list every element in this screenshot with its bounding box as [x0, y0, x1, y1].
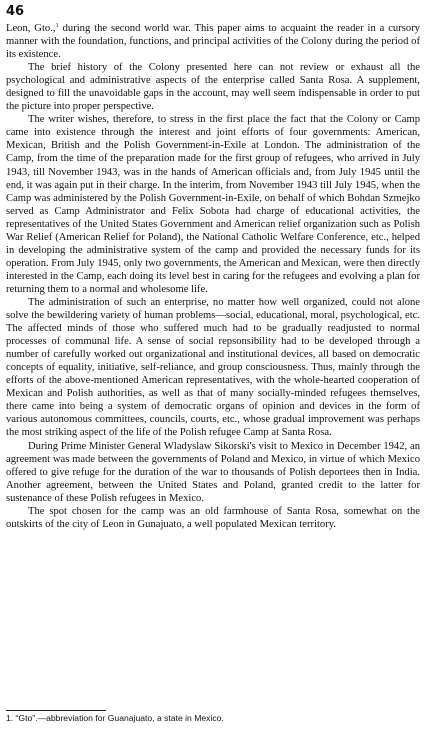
paragraph-4: The administration of such an enterprise, no matter how well organized, could not alone solve the bewildering variety of human problems—social, educational, moral, psychological, etc. The affected minds of those who suffered much had to be gradually readjusted to normal processes of communal life. A sense of social repsonsibility had to be developed through a number of carefully worked out organizational and institutional devices, all based on democratic concepts of equality, initiative, self-reliance, and group consciousness. Thus, mainly through the efforts of the above-mentioned American representatives, with the whole-hearted cooperation of Mexican and Polish authorities, as well as that of many socially-minded refugees themselves, there came into being a system of democratic organs of opinion and devices in the form of various autonomous committees, councils, courts, etc., whose gradual improvement was perhaps the most striking aspect of the life of the Polish refugee Camp at Santa Rosa. [6, 296, 420, 439]
paragraph-1-rest: during the second world war. This paper aims to acquaint the reader in a cursory manner with the foundation, functions, and principal activities of the Colony during the period of its existence. [6, 23, 420, 61]
paragraph-2: The brief history of the Colony presented here can not review or exhaust all the psychological and administrative aspects of the enterprise called Santa Rosa. A supplement, designed to fill the unavoidable gaps in the account, may well seem indispensable in order to put the picture into proper perspective. [6, 62, 420, 113]
footnote-divider [6, 710, 106, 711]
footnote-reference: 1 [55, 22, 59, 29]
paragraph-5: During Prime Minister General Wladyslaw Sikorski's visit to Mexico in December 1942, an agreement was made between the governments of Poland and Mexico, in virtue of which Mexico offered to give refuge for the duration of the war to thousands of Polish deportees then in India. Another agreement, between the United States and Poland, granted credit to the latter for sustenance of these Polish refugees in Mexico. [6, 440, 420, 504]
body-text [6, 22, 420, 531]
paragraph-1-lead: Leon, Gto., [6, 23, 56, 34]
footnote: 1. “Gto”.—abbreviation for Guanajuato, a state in Mexico. [6, 713, 224, 723]
paragraph-3: The writer wishes, therefore, to stress in the first place the fact that the Colony or Camp came into existence through the interest and joint efforts of four governments: American, Mexican, British and the Polish Government-in-Exile at London. The administration of the Camp, from the time of the preparation made for the first group of refugees, who arrived in July 1943, till November 1943, was in the hands of American officials and, from July 1945 until the end, it was again put in their charge. In the interim, from November 1943 till July 1945, when the Camp was administered by the Polish Government-in-Exile, on behalf of which Bohdan Szmejko served as Camp Administrator and Felix Sobota had charge of educational activities, the representatives of the United States Government and American relief organization such as Polish War Relief (American Relief for Poland), the National Catholic Welfare Conference, etc., helped in developing the administrative system of the camp and provided the necessary funds for its operation. From July 1945, only two governments, the American and Mexican, were then directly interested in the Camp, each doing its level best in caring for the refugees and evolving a plan for returning them to a normal and wholesome life. [6, 114, 420, 295]
paragraph-6: The spot chosen for the camp was an old farmhouse of Santa Rosa, somewhat on the outskirts of the city of Leon in Gunajuato, a well populated Mexican territory. [6, 505, 420, 530]
page-number: 46 [6, 4, 25, 19]
paragraph-1 [6, 22, 420, 61]
